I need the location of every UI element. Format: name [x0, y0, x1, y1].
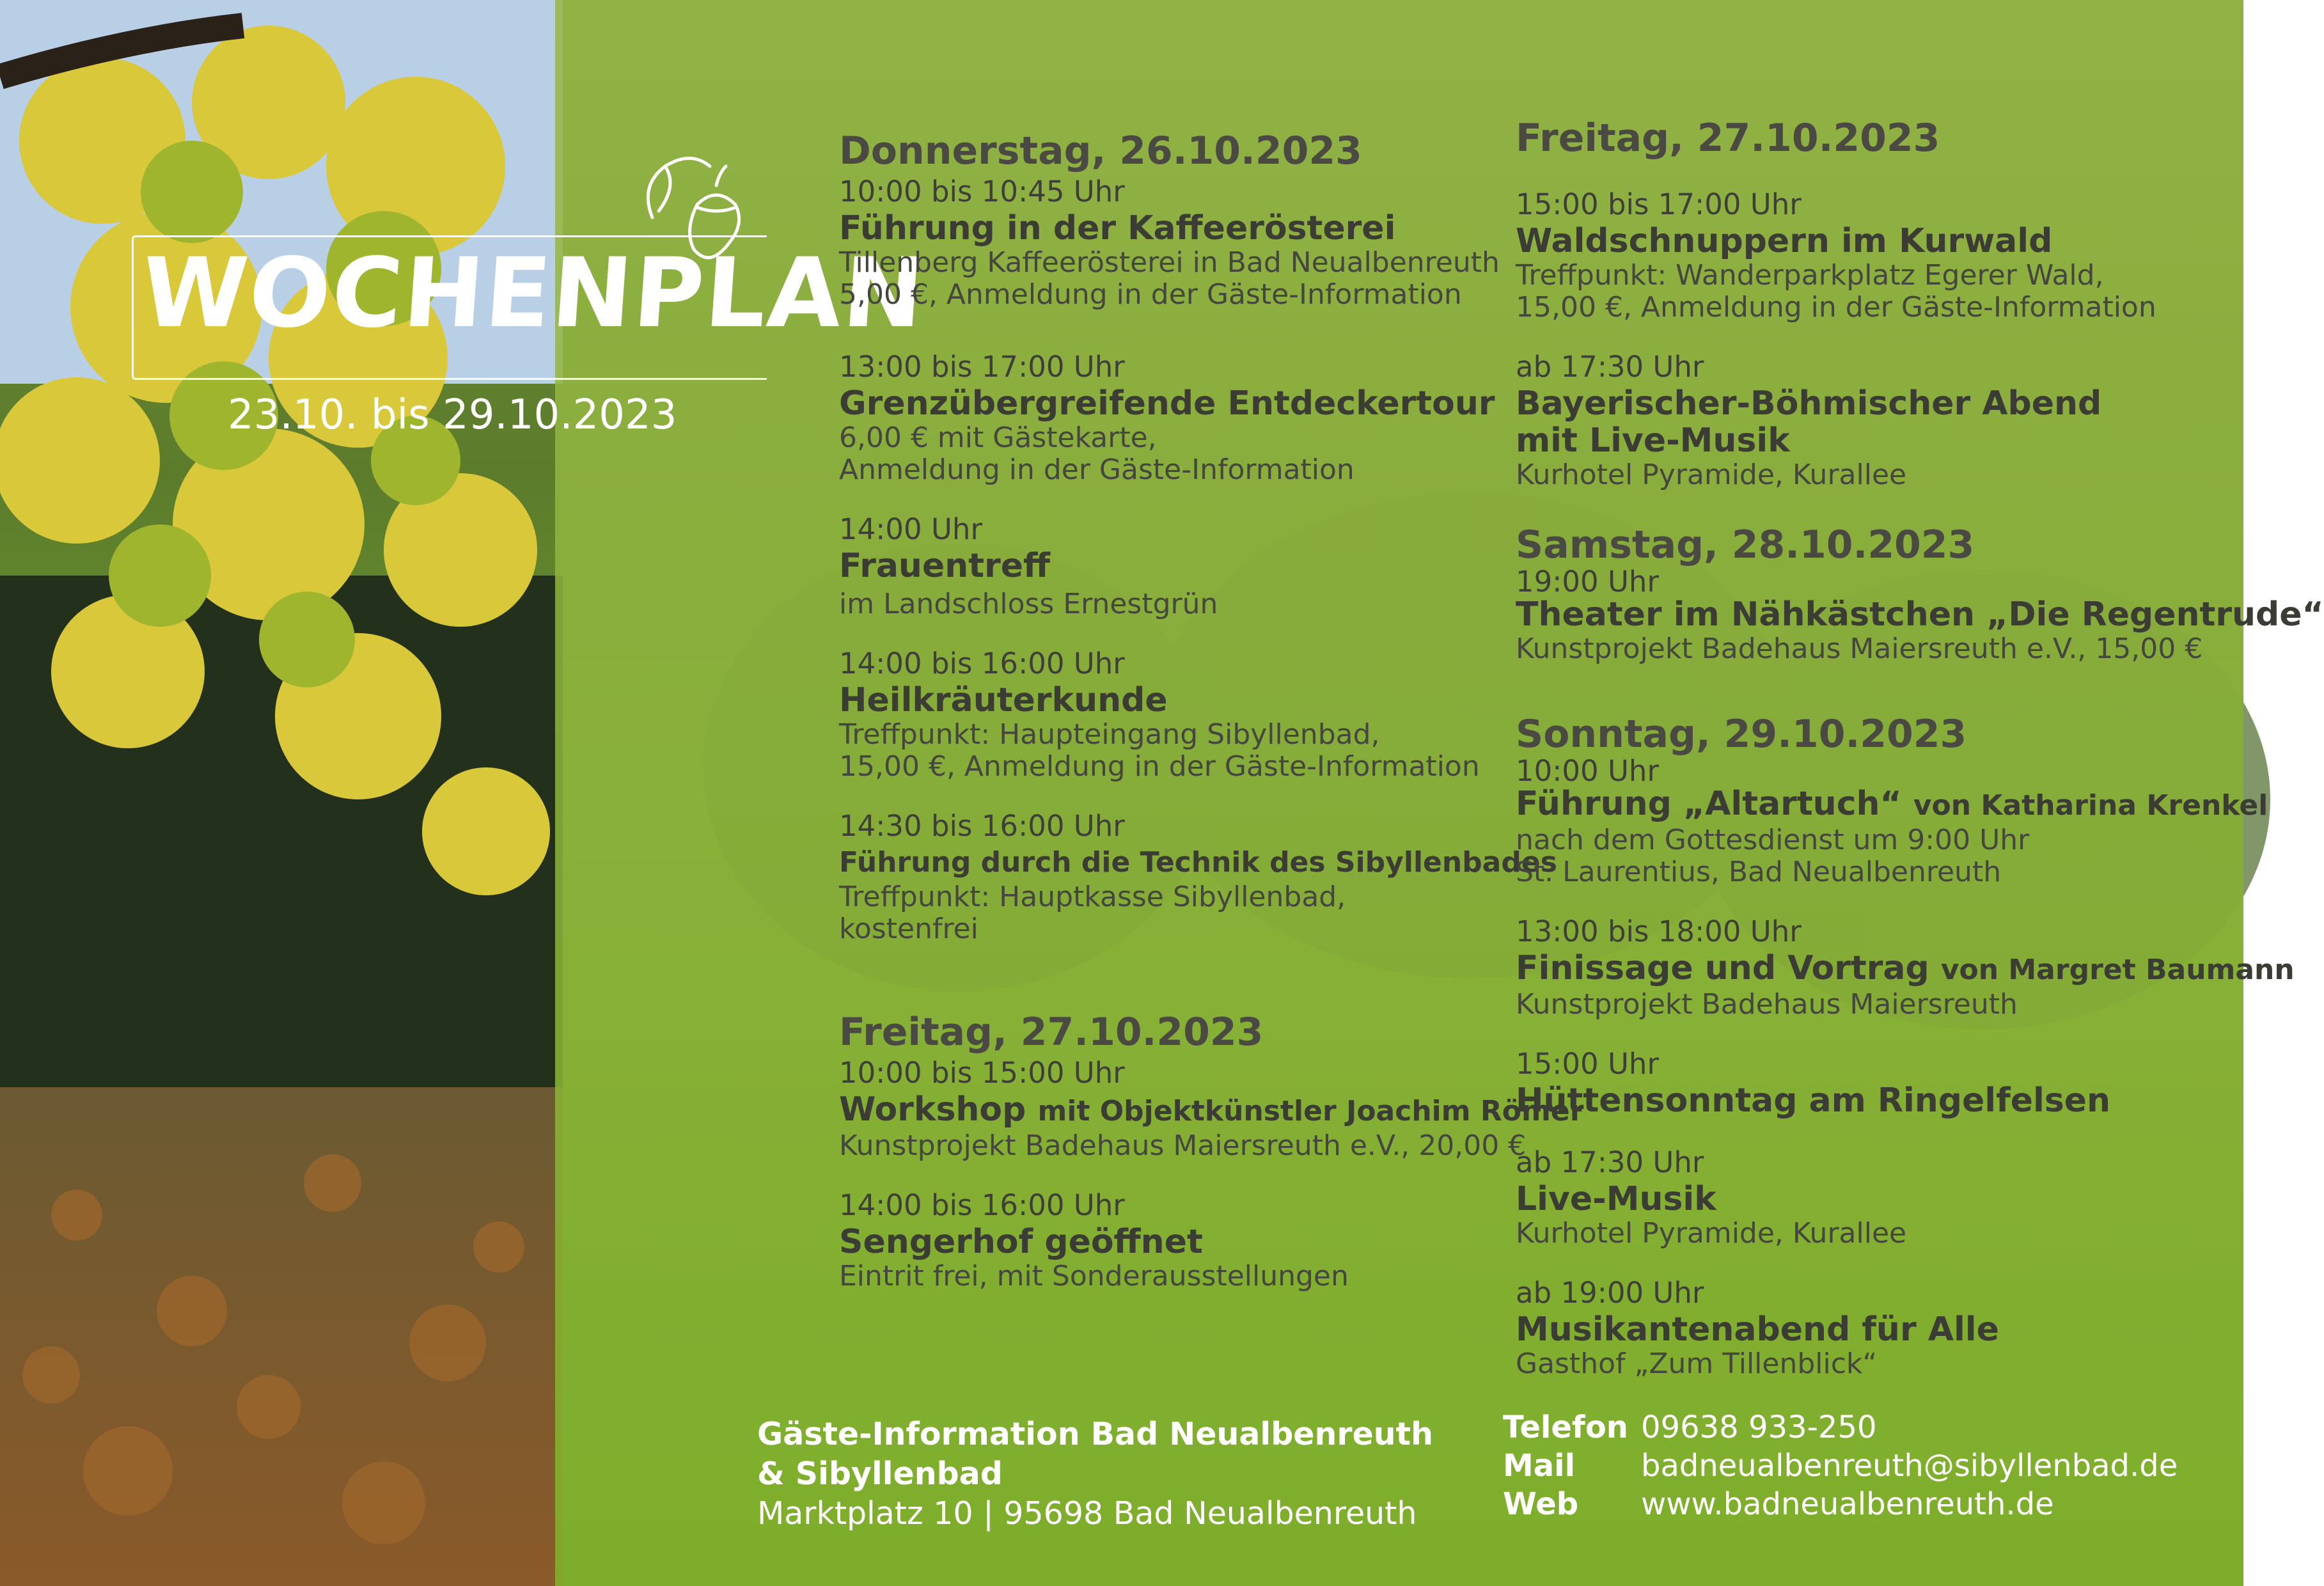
- event-title: Theater im Nähkästchen „Die Regentrude“: [1516, 595, 2324, 634]
- event-time: ab 17:30 Uhr: [1516, 350, 1704, 384]
- org-name-line2: & Sibyllenbad: [757, 1456, 1003, 1492]
- event-detail: 5,00 €, Anmeldung in der Gäste-Information: [839, 278, 1462, 311]
- event-title: [1516, 949, 2295, 989]
- event-detail: Kurhotel Pyramide, Kurallee: [1516, 459, 1907, 491]
- event-title-sub: von Margret Baumann: [1940, 954, 2295, 986]
- event-title: Bayerischer-Böhmischer Abend: [1516, 385, 2213, 422]
- website: www.badneualbenreuth.de: [1641, 1486, 2054, 1522]
- event: [839, 808, 1557, 945]
- address: Marktplatz 10 | 95698 Bad Neualbenreuth: [757, 1495, 1417, 1532]
- event-detail: Kunstprojekt Badehaus Maiersreuth e.V., 15,00 €: [1516, 632, 2203, 665]
- event-detail: 15,00 €, Anmeldung in der Gäste-Information: [1516, 291, 2156, 324]
- contact-label: Web: [1503, 1486, 1579, 1522]
- event-detail: im Landschloss Ernestgrün: [839, 588, 1218, 620]
- event: [1516, 1046, 2213, 1119]
- event-detail: Kunstprojekt Badehaus Maiersreuth e.V., 20,00 €: [839, 1129, 1527, 1162]
- day-heading: Donnerstag, 26.10.2023: [839, 129, 1362, 173]
- event-time: ab 17:30 Uhr: [1516, 1145, 1704, 1179]
- event: [1516, 349, 2213, 491]
- contact-row-web: [1503, 1485, 2178, 1523]
- event-detail: 6,00 € mit Gästekarte,: [839, 421, 1157, 454]
- event: [839, 1188, 1517, 1292]
- day-heading: Samstag, 28.10.2023: [1516, 522, 1975, 567]
- event-time: 10:00 Uhr: [1516, 754, 1659, 788]
- event-title-sub: mit Objektkünstler Joachim Römer: [1037, 1095, 1584, 1127]
- event-detail: Treffpunkt: Haupteingang Sibyllenbad,: [839, 718, 1380, 751]
- contact-row-mail: [1503, 1447, 2178, 1485]
- event-title: Waldschnuppern im Kurwald: [1516, 223, 2213, 260]
- event-detail: St. Laurentius, Bad Neualbenreuth: [1516, 856, 2002, 888]
- page-title: WOCHENPLAN: [137, 238, 929, 349]
- event-detail: nach dem Gottesdienst um 9:00 Uhr: [1516, 824, 2030, 856]
- event-time: 14:00 Uhr: [839, 512, 982, 546]
- event-time: 10:00 bis 15:00 Uhr: [839, 1056, 1125, 1090]
- event-detail: Kunstprojekt Badehaus Maiersreuth: [1516, 988, 2018, 1021]
- event-time: 13:00 bis 18:00 Uhr: [1516, 915, 1802, 948]
- event-time: 15:00 Uhr: [1516, 1047, 1659, 1081]
- day-heading: Sonntag, 29.10.2023: [1516, 712, 1967, 757]
- event-detail: 15,00 €, Anmeldung in der Gäste-Information: [839, 750, 1480, 783]
- event-detail: Gasthof „Zum Tillenblick“: [1516, 1347, 1878, 1380]
- event: [839, 512, 1517, 620]
- event: [1516, 565, 2324, 665]
- contact-label: Mail: [1503, 1448, 1576, 1484]
- event-time: 10:00 bis 10:45 Uhr: [839, 175, 1125, 208]
- event-detail: Kurhotel Pyramide, Kurallee: [1516, 1217, 1907, 1250]
- contact-info: [1503, 1408, 2178, 1523]
- event-detail: Eintrit frei, mit Sonderausstellungen: [839, 1260, 1349, 1292]
- event-time: 14:00 bis 16:00 Uhr: [839, 1188, 1125, 1222]
- event: [1516, 754, 2268, 888]
- day-heading: Freitag, 27.10.2023: [839, 1010, 1264, 1055]
- event-title: Führung in der Kaffeerösterei: [839, 210, 1517, 247]
- schedule-column-left: [839, 128, 1584, 1292]
- footer-address: [757, 1415, 1433, 1534]
- event: [839, 174, 1517, 311]
- event-detail: Treffpunkt: Hauptkasse Sibyllenbad,: [839, 881, 1346, 913]
- event-title-main: Workshop: [839, 1090, 1026, 1129]
- event-title: [839, 1090, 1584, 1130]
- event-title-sub: von Katharina Krenkel: [1913, 789, 2268, 822]
- event-title-main: Führung „Altartuch“: [1516, 785, 1902, 823]
- event: [839, 349, 1517, 486]
- event-title: [1516, 785, 2268, 824]
- event-title: Führung durch die Technik des Sibyllenbades: [839, 844, 1517, 881]
- date-range: 23.10. bis 29.10.2023: [228, 391, 677, 439]
- event: [1516, 187, 2213, 324]
- event: [1516, 1275, 2213, 1380]
- phone-number: 09638 933-250: [1641, 1409, 1877, 1445]
- event-detail: Treffpunkt: Wanderparkplatz Egerer Wald,: [1516, 259, 2104, 292]
- event-title: Live-Musik: [1516, 1181, 2213, 1218]
- event-detail: kostenfrei: [839, 913, 978, 945]
- event-title: Sengerhof geöffnet: [839, 1223, 1517, 1260]
- event: [839, 646, 1517, 783]
- event-title: Grenzübergreifende Entdeckertour: [839, 385, 1517, 422]
- event-time: 13:00 bis 17:00 Uhr: [839, 350, 1125, 384]
- event-time: 15:00 bis 17:00 Uhr: [1516, 187, 1802, 221]
- event: [1516, 914, 2295, 1021]
- event-time: 14:30 bis 16:00 Uhr: [839, 809, 1125, 843]
- event: [839, 1055, 1584, 1162]
- schedule-column-right: [1516, 115, 2324, 1380]
- event-time: ab 19:00 Uhr: [1516, 1276, 1704, 1310]
- event-title-line2: mit Live-Musik: [1516, 422, 2213, 459]
- org-name: Gäste-Information Bad Neualbenreuth: [757, 1416, 1433, 1452]
- event-detail: Anmeldung in der Gäste-Information: [839, 453, 1354, 486]
- event-title: Musikantenabend für Alle: [1516, 1311, 2213, 1348]
- contact-label: Telefon: [1503, 1409, 1628, 1445]
- event-detail: Tillenberg Kaffeerösterei in Bad Neualbenreuth: [839, 246, 1500, 279]
- day-heading: Freitag, 27.10.2023: [1516, 116, 1940, 161]
- event-title: Heilkräuterkunde: [839, 682, 1517, 719]
- event-time: 14:00 bis 16:00 Uhr: [839, 647, 1125, 680]
- contact-row-phone: [1503, 1408, 2178, 1447]
- event-title: Hüttensonntag am Ringelfelsen: [1516, 1082, 2213, 1119]
- event: [1516, 1145, 2213, 1250]
- email-address: badneualbenreuth@sibyllenbad.de: [1641, 1448, 2178, 1484]
- event-time: 19:00 Uhr: [1516, 565, 1659, 599]
- event-title-main: Finissage und Vortrag: [1516, 949, 1929, 987]
- event-title: Frauentreff: [839, 547, 1517, 585]
